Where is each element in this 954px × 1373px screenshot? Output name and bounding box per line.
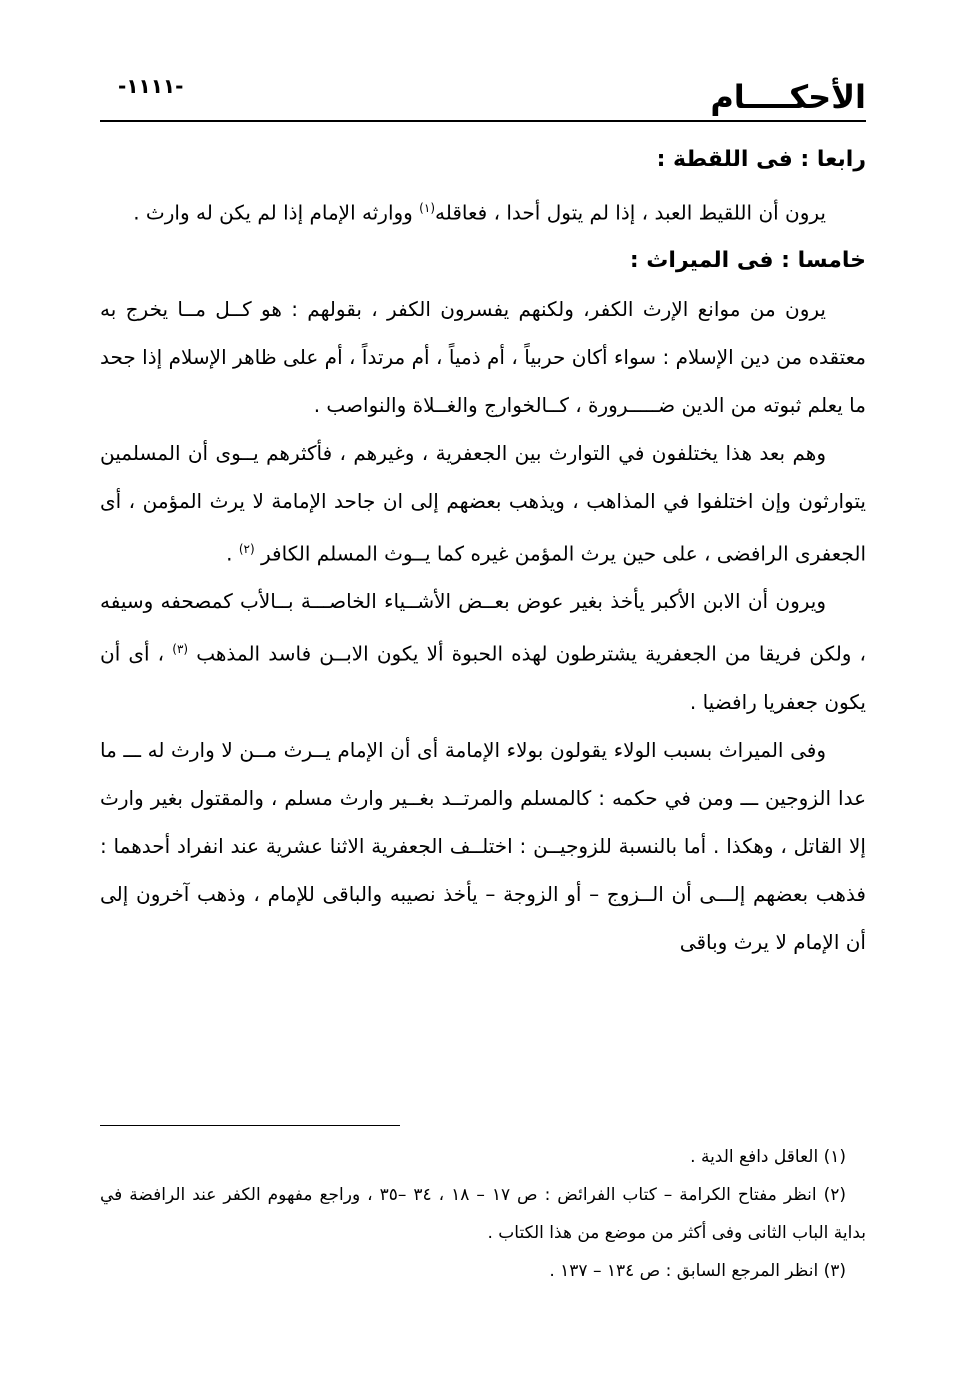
body-text [100,136,866,966]
section-heading-fourth: رابعا : فى اللقطة : [656,147,866,172]
footnote-ref[interactable]: (١) [419,201,435,215]
paragraph-text: . [226,541,239,566]
header-title: الأحكــــام [710,78,866,116]
footnote-item: (٢) انظر مفتاح الكرامة – كتاب الفرائض : ص ١٧ – ١٨ ، ٣٤ –٣٥ ، وراجع مفهوم الكفر عند الرافضة في بداية الباب الثانى وفى أكثر من موضع من هذا الكتاب . [100,1185,866,1243]
paragraph: وفى الميراث بسبب الولاء يقولون بولاء الإمامة أى أن الإمام يــرث مــن لا وارث له ـــ ما عدا الزوجين ـــ ومن في حكمه : كالمسلم والمرتــد بغــير وارث مسلم ، والمقتول بغير وارث إلا القاتل ، وهكذا . أما بالنسبة للزوجيــن : اختلــف الجعفرية الاثنا عشرية عند انفراد أحدهما : فذهب بعضهم إلـــى أن الــزوج – أو الزوجة – يأخذ نصيبه والباقى للإمام ، وذهب آخرون إلى أن الإمام لا يرث وباقى [100,737,866,954]
page-number: -١١١١- [118,74,184,98]
paragraph [100,577,866,726]
paragraph-text: ويرون أن الابن الأكبر يأخذ بغير عوض بعــض الأشــياء الخاصـــة بــالأب كمصحفه وسيفه ، ولكن فريقا من الجعفرية يشترطون لهذه الحبوة ألا يكون الابــن فاسد المذهب [100,589,867,666]
paragraph [100,184,866,237]
paragraph-text: يرون أن اللقيط العبد ، إذا لم يتول أحدا ، فعاقله [435,200,826,225]
paragraph-text: وهم بعد هذا يختلفون في التوارث بين الجعفرية ، وغيرهم ، فأكثرهم يــوى أن المسلمين يتوارثون وإن اختلفوا في المذاهب ، ويذهب بعضهم إلى ان جاحد الإمامة لا يرث المؤمن ، أى الجعفرى الرافضى ، على حين يرث المؤمن غيره كما يــوث المسلم الكافر [100,440,866,566]
paragraph [100,429,866,578]
footnote-ref[interactable]: (٢) [238,541,255,556]
paragraph-text: ووارثه الإمام إذا لم يكن له وارث . [133,200,420,225]
footnotes [100,1138,866,1290]
paragraph: يرون من موانع الإرث الكفر، ولكنهم يفسرون الكفر ، بقولهم : هو كــل مــا يخرج به معتقده من دين الإسلام : سواء أكان حربياً ، أم ذمياً ، أم مرتداً ، أم على ظاهر الإسلام إذا جحد ما يعلم ثبوته من الدين ضـــــرورة ، كــالخوارج والغــلاة والنواصب . [100,296,866,417]
footnote-item: (٣) انظر المرجع السابق : ص ١٣٤ – ١٣٧ . [549,1261,846,1281]
section-heading-fifth: خامسا : فى الميراث : [629,247,866,273]
footnote-item: (١) العاقل دافع الدية . [690,1147,846,1167]
footnote-ref[interactable]: (٣) [172,642,189,657]
document-page [100,60,866,1360]
footnote-divider [100,1125,400,1126]
paragraph-text: ، أى أن يكون جعفريا رافضيا . [100,641,866,714]
page-header [100,60,866,122]
